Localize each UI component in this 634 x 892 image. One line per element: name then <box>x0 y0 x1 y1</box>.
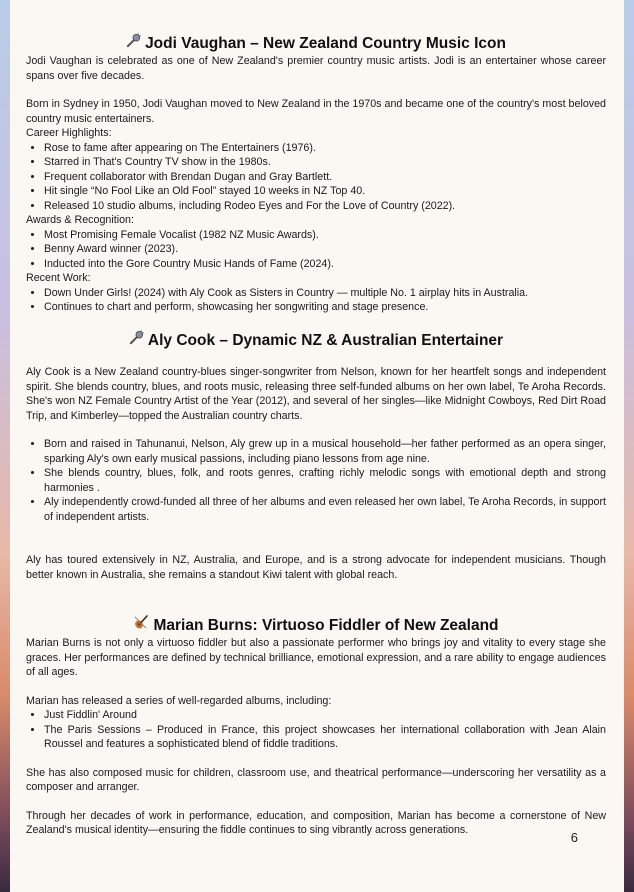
list-item: • Down Under Girls! (2024) with Aly Cook as Sisters in Country — multiple No. 1 airplay hits in Australia. <box>44 286 606 301</box>
page-number: 6 <box>570 830 578 845</box>
list-item: • Most Promising Female Vocalist (1982 NZ Music Awards). <box>44 228 606 243</box>
intro-paragraph: Marian Burns is not only a virtuoso fiddler but also a passionate performer who brings joy and vitality to every stage she graces. Her performances are defined by technical brilliance, emotional expression, and a rare ability to engage audiences of all ages. <box>26 637 606 678</box>
list-item: • Benny Award winner (2023). <box>44 242 606 257</box>
albums-label: Marian has released a series of well-regarded albums, including: <box>26 694 332 707</box>
list-item: • The Paris Sessions – Produced in France, this project showcases her international collaboration with Jean Alain Roussel and features a sophisticated blend of fiddle traditions. <box>44 723 606 752</box>
document-page <box>10 0 624 892</box>
list-item: • Inducted into the Gore Country Music Hands of Fame (2024). <box>44 257 606 272</box>
recent-label: Recent Work: <box>26 272 91 284</box>
list-item: • Just Fiddlin' Around <box>44 708 606 723</box>
list-item: • Hit single “No Fool Like an Old Fool” stayed 10 weeks in NZ Top 40. <box>44 184 606 199</box>
microphone-icon <box>129 330 144 350</box>
violin-icon <box>133 614 149 635</box>
list-item: • Frequent collaborator with Brendan Dugan and Gray Bartlett. <box>44 170 606 185</box>
list-item: • Continues to chart and perform, showcasing her songwriting and stage presence. <box>44 300 606 315</box>
section-title: Aly Cook – Dynamic NZ & Australian Entertainer <box>26 330 606 351</box>
career-list <box>26 141 606 214</box>
section-aly-cook <box>26 330 606 582</box>
recent-list <box>26 286 606 315</box>
section-title: Marian Burns: Virtuoso Fiddler of New Zealand <box>26 614 606 636</box>
intro-paragraph: Aly Cook is a New Zealand country-blues singer-songwriter from Nelson, known for her heartfelt songs and independent spirit. She blends country, blues, and roots music, releasing three self-funded albums on her own label, Te Aroha Records. She's won NZ Female Country Artist of the Year (2012), and several of her singles—like Midnight Cowboys, Red Dirt Road Trip, and Kimberley—topped the Australian country charts. <box>26 366 606 422</box>
section-marian-burns <box>26 614 606 838</box>
career-label: Career Highlights: <box>26 127 112 139</box>
list-item: • Released 10 studio albums, including Rodeo Eyes and For the Love of Country (2022). <box>44 199 606 214</box>
outro-paragraph: Aly has toured extensively in NZ, Australia, and Europe, and is a strong advocate for independent musicians. Though better known in Australia, she remains a standout Kiwi talent with global reach. <box>26 554 606 581</box>
bio-paragraph: Born in Sydney in 1950, Jodi Vaughan moved to New Zealand in the 1970s and became one of the country's most beloved country music entertainers. <box>26 98 606 125</box>
list-item: • Starred in That's Country TV show in the 1980s. <box>44 155 606 170</box>
compose-paragraph: She has also composed music for children, classroom use, and theatrical performance—underscoring her versatility as a composer and arranger. <box>26 766 606 793</box>
points-list <box>26 437 606 524</box>
list-item: • She blends country, blues, folk, and roots genres, crafting richly melodic songs with emotional depth and strong harmonies . <box>44 466 606 495</box>
intro-paragraph: Jodi Vaughan is celebrated as one of New Zealand's premier country music artists. Jodi is an entertainer whose career spans over five decades. <box>26 55 606 82</box>
awards-label: Awards & Recognition: <box>26 214 134 226</box>
section-jodi-vaughan <box>26 33 606 315</box>
section-title: Jodi Vaughan – New Zealand Country Music Icon <box>26 33 606 54</box>
list-item: • Rose to fame after appearing on The Entertainers (1976). <box>44 141 606 156</box>
microphone-icon <box>126 33 141 53</box>
list-item: • Aly independently crowd-funded all three of her albums and even released her own label, Te Aroha Records, in support of independent artists. <box>44 495 606 524</box>
awards-list <box>26 228 606 272</box>
closing-paragraph: Through her decades of work in performance, education, and composition, Marian has become a cornerstone of New Zealand's musical identity—ensuring the fiddle continues to sing vibrantly across generations. <box>26 809 606 836</box>
list-item: • Born and raised in Tahunanui, Nelson, Aly grew up in a musical household—her father performed as an opera singer, sparking Aly's own early musical passions, including piano lessons from age nine. <box>44 437 606 466</box>
albums-list <box>26 708 606 752</box>
